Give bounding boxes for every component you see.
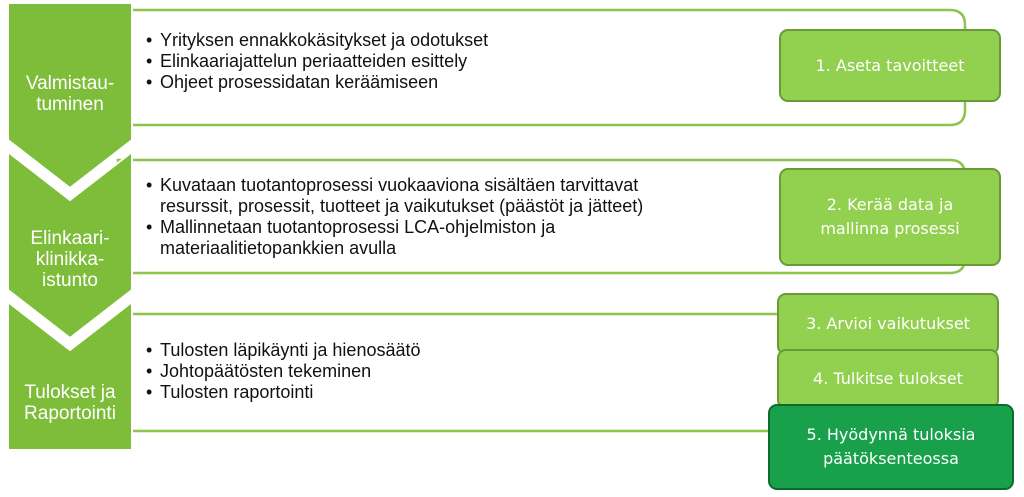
step-5-label-line-2: päätöksenteossa <box>823 449 959 468</box>
list-item-line-2: resurssit, prosessit, tuotteet ja vaikutukset (päästöt ja jätteet) <box>160 196 644 216</box>
stage-1-label-line-1: Valmistau- <box>25 73 115 94</box>
step-5-label-line-1: 5. Hyödynnä tuloksia <box>806 425 976 444</box>
list-item-line-2: materiaalitietopankkien avulla <box>160 238 397 258</box>
step-1-box <box>779 29 1001 102</box>
list-item <box>146 175 643 217</box>
step-2-label-line-1: 2. Kerää data ja <box>826 195 954 214</box>
stage-1-label <box>8 73 132 115</box>
stage-2-label <box>8 228 132 291</box>
list-item: • Ohjeet prosessidatan keräämiseen <box>146 72 488 93</box>
step-4-box <box>777 349 999 409</box>
step-1-label: 1. Aseta tavoitteet <box>815 55 965 75</box>
list-item: • Tulosten raportointi <box>146 382 421 403</box>
list-item-line-1: Mallinnetaan tuotantoprosessi LCA-ohjelmiston ja <box>160 217 556 237</box>
stage-3-label-line-1: Tulokset ja <box>24 382 116 403</box>
stage-1-label-line-2: tuminen <box>36 94 104 115</box>
list-item-line-1: Kuvataan tuotantoprosessi vuokaaviona sisältäen tarvittavat <box>160 175 639 195</box>
list-item: • Tulosten läpikäynti ja hienosäätö <box>146 340 421 361</box>
step-5-box <box>768 404 1014 490</box>
stage-3-label <box>8 382 132 424</box>
step-3-label: 3. Arvioi vaikutukset <box>806 314 970 333</box>
list-item <box>146 217 643 259</box>
step-2-label-line-2: mallinna prosessi <box>820 219 960 238</box>
stage-3-label-line-2: Raportointi <box>24 403 116 424</box>
stage-2-label-line-3: istunto <box>42 270 98 291</box>
stage-2-label-line-1: Elinkaari- <box>30 228 110 249</box>
step-4-label: 4. Tulkitse tulokset <box>813 369 963 388</box>
stage-1-bullet-list <box>146 30 488 93</box>
step-3-box <box>777 293 999 355</box>
stage-2-label-line-2: klinikka- <box>35 249 105 270</box>
list-item: • Yrityksen ennakkokäsitykset ja odotukset <box>146 30 488 51</box>
stage-3-bullet-list <box>146 340 421 403</box>
list-item: • Johtopäätösten tekeminen <box>146 361 421 382</box>
stage-2-bullet-list <box>146 175 643 259</box>
list-item: • Elinkaariajattelun periaatteiden esittely <box>146 51 488 72</box>
step-2-box <box>779 168 1001 266</box>
